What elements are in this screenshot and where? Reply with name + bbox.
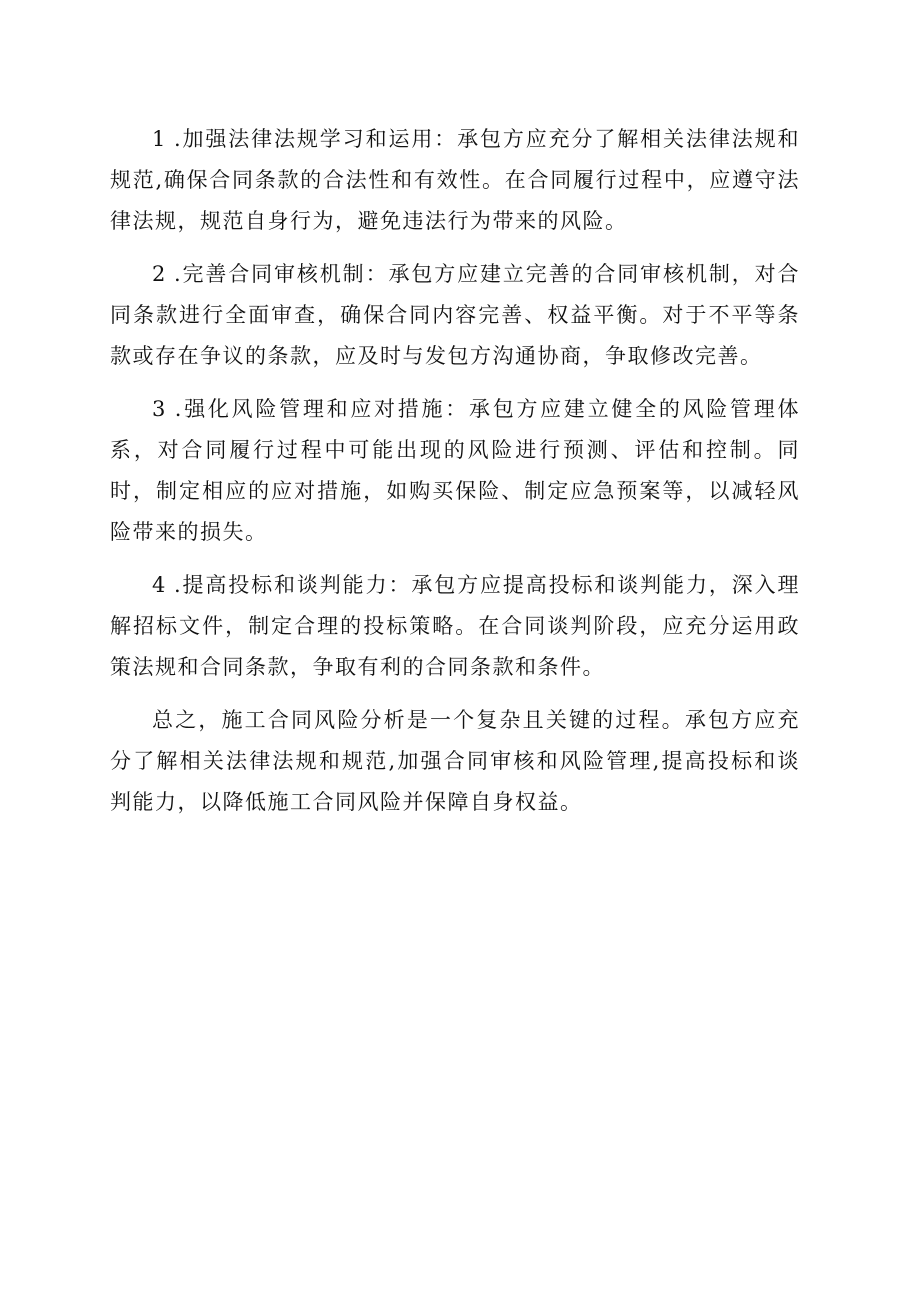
- numbered-paragraph-3: [110, 389, 800, 553]
- numbered-paragraph-1: [110, 119, 800, 242]
- paragraph-number: 1: [152, 127, 166, 151]
- paragraph-text: .加强法律法规学习和运用：承包方应充分了解相关法律法规和规范,确保合同条款的合法性和有效性。在合同履行过程中，应遵守法律法规，规范自身行为，避免违法行为带来的风险。: [110, 127, 800, 233]
- paragraph-number: 4: [152, 573, 166, 597]
- paragraph-number: 2: [152, 262, 166, 286]
- paragraph-text: .提高投标和谈判能力：承包方应提高投标和谈判能力，深入理解招标文件，制定合理的投标策略。在合同谈判阶段，应充分运用政策法规和合同条款，争取有利的合同条款和条件。: [110, 573, 800, 679]
- paragraph-text: .完善合同审核机制：承包方应建立完善的合同审核机制，对合同条款进行全面审查，确保合同内容完善、权益平衡。对于不平等条款或存在争议的条款，应及时与发包方沟通协商，争取修改完善。: [110, 262, 800, 368]
- paragraph-text: .强化风险管理和应对措施：承包方应建立健全的风险管理体系，对合同履行过程中可能出现的风险进行预测、评估和控制。同时，制定相应的应对措施，如购买保险、制定应急预案等，以减轻风险带来的损失。: [110, 397, 800, 544]
- document-body: [110, 119, 800, 835]
- summary-paragraph: 总之，施工合同风险分析是一个复杂且关键的过程。承包方应充分了解相关法律法规和规范,加强合同审核和风险管理,提高投标和谈判能力，以降低施工合同风险并保障自身权益。: [110, 708, 800, 814]
- numbered-paragraph-4: [110, 565, 800, 688]
- numbered-paragraph-2: [110, 254, 800, 377]
- paragraph-number: 3: [152, 397, 166, 421]
